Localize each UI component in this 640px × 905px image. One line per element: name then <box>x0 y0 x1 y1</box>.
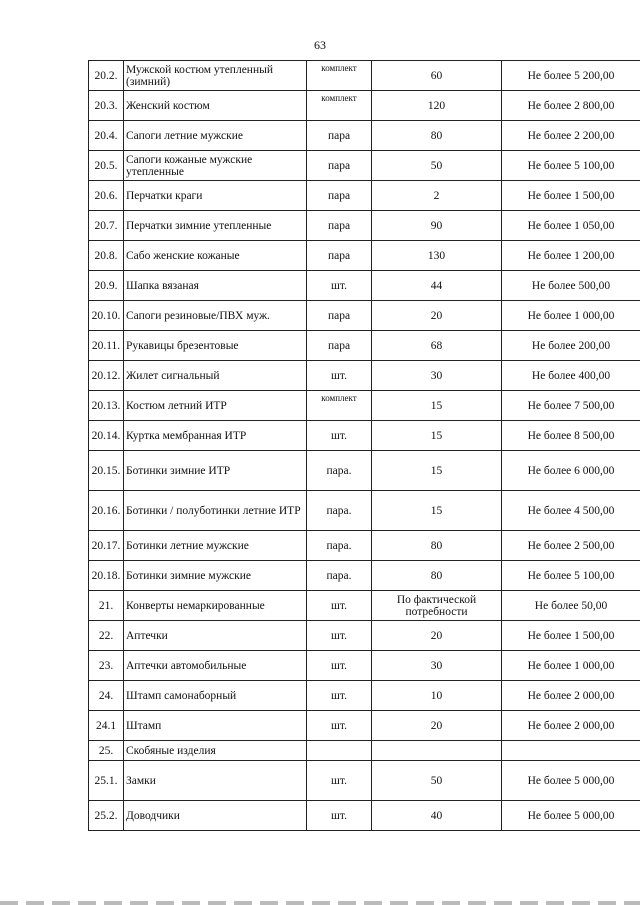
item-quantity: 15 <box>372 491 502 531</box>
row-number: 20.8. <box>89 241 124 271</box>
item-name: Куртка мембранная ИТР <box>124 421 307 451</box>
item-unit: пара. <box>307 531 372 561</box>
item-unit: пара. <box>307 451 372 491</box>
row-number: 20.9. <box>89 271 124 301</box>
row-number: 22. <box>89 621 124 651</box>
item-max-price: Не более 1 000,00 <box>502 301 640 331</box>
item-max-price: Не более 2 000,00 <box>502 681 640 711</box>
item-quantity: 80 <box>372 121 502 151</box>
row-number: 20.11. <box>89 331 124 361</box>
item-unit: пара <box>307 211 372 241</box>
item-name: Ботинки зимние мужские <box>124 561 307 591</box>
item-unit: шт. <box>307 621 372 651</box>
item-unit: пара <box>307 241 372 271</box>
table-row <box>89 531 640 561</box>
table-row <box>89 181 640 211</box>
table-row <box>89 711 640 741</box>
item-name: Штамп самонаборный <box>124 681 307 711</box>
row-number: 20.12. <box>89 361 124 391</box>
item-quantity: 44 <box>372 271 502 301</box>
table-row <box>89 681 640 711</box>
item-quantity: 30 <box>372 361 502 391</box>
row-number: 20.7. <box>89 211 124 241</box>
item-max-price: Не более 8 500,00 <box>502 421 640 451</box>
item-unit: шт. <box>307 801 372 831</box>
item-unit <box>307 741 372 761</box>
item-quantity: 80 <box>372 531 502 561</box>
item-quantity: 130 <box>372 241 502 271</box>
item-name: Сапоги кожаные мужские утепленные <box>124 151 307 181</box>
item-name: Замки <box>124 761 307 801</box>
item-quantity: 60 <box>372 61 502 91</box>
item-quantity: 50 <box>372 151 502 181</box>
item-name: Ботинки / полуботинки летние ИТР <box>124 491 307 531</box>
item-unit: пара. <box>307 491 372 531</box>
item-unit: пара <box>307 181 372 211</box>
row-number: 20.5. <box>89 151 124 181</box>
item-name: Женский костюм <box>124 91 307 121</box>
item-name: Ботинки зимние ИТР <box>124 451 307 491</box>
item-unit: комплект <box>307 391 372 421</box>
row-number: 24.1 <box>89 711 124 741</box>
row-number: 23. <box>89 651 124 681</box>
row-number: 20.16. <box>89 491 124 531</box>
row-number: 20.13. <box>89 391 124 421</box>
table-row <box>89 301 640 331</box>
item-unit: пара <box>307 301 372 331</box>
row-number: 20.15. <box>89 451 124 491</box>
row-number: 20.3. <box>89 91 124 121</box>
item-max-price: Не более 5 100,00 <box>502 151 640 181</box>
item-quantity: 20 <box>372 301 502 331</box>
item-max-price: Не более 2 800,00 <box>502 91 640 121</box>
table-row <box>89 591 640 621</box>
item-max-price: Не более 200,00 <box>502 331 640 361</box>
item-name: Сапоги летние мужские <box>124 121 307 151</box>
items-table-body <box>89 61 640 831</box>
table-row <box>89 211 640 241</box>
item-name: Мужской костюм утепленный (зимний) <box>124 61 307 91</box>
item-max-price: Не более 2 000,00 <box>502 711 640 741</box>
item-name: Перчатки краги <box>124 181 307 211</box>
item-unit: пара <box>307 121 372 151</box>
item-max-price: Не более 400,00 <box>502 361 640 391</box>
item-unit: шт. <box>307 711 372 741</box>
row-number: 20.18. <box>89 561 124 591</box>
item-quantity <box>372 741 502 761</box>
item-quantity: 90 <box>372 211 502 241</box>
table-row <box>89 391 640 421</box>
item-name: Перчатки зимние утепленные <box>124 211 307 241</box>
item-quantity: 15 <box>372 451 502 491</box>
item-unit: пара. <box>307 561 372 591</box>
row-number: 20.10. <box>89 301 124 331</box>
table-row <box>89 741 640 761</box>
row-number: 20.14. <box>89 421 124 451</box>
table-row <box>89 361 640 391</box>
table-row <box>89 91 640 121</box>
item-quantity: По фактической потребности <box>372 591 502 621</box>
item-quantity: 30 <box>372 651 502 681</box>
item-max-price: Не более 1 050,00 <box>502 211 640 241</box>
item-max-price: Не более 4 500,00 <box>502 491 640 531</box>
item-name: Аптечки <box>124 621 307 651</box>
item-max-price: Не более 1 500,00 <box>502 181 640 211</box>
item-unit: шт. <box>307 271 372 301</box>
item-name: Костюм летний ИТР <box>124 391 307 421</box>
item-max-price: Не более 7 500,00 <box>502 391 640 421</box>
item-unit: пара <box>307 331 372 361</box>
item-name: Конверты немаркированные <box>124 591 307 621</box>
item-quantity: 68 <box>372 331 502 361</box>
item-quantity: 2 <box>372 181 502 211</box>
item-name: Шапка вязаная <box>124 271 307 301</box>
row-number: 24. <box>89 681 124 711</box>
scan-edge-artifact <box>0 901 640 905</box>
item-name: Сабо женские кожаные <box>124 241 307 271</box>
item-quantity: 10 <box>372 681 502 711</box>
table-row <box>89 61 640 91</box>
item-max-price: Не более 500,00 <box>502 271 640 301</box>
page-number: 63 <box>314 38 326 52</box>
item-name: Скобяные изделия <box>124 741 307 761</box>
item-unit: шт. <box>307 421 372 451</box>
item-name: Ботинки летние мужские <box>124 531 307 561</box>
item-name: Аптечки автомобильные <box>124 651 307 681</box>
item-max-price: Не более 2 200,00 <box>502 121 640 151</box>
item-name: Сапоги резиновые/ПВХ муж. <box>124 301 307 331</box>
item-max-price: Не более 5 200,00 <box>502 61 640 91</box>
item-max-price: Не более 5 100,00 <box>502 561 640 591</box>
row-number: 25. <box>89 741 124 761</box>
item-name: Доводчики <box>124 801 307 831</box>
item-max-price: Не более 1 000,00 <box>502 651 640 681</box>
row-number: 20.2. <box>89 61 124 91</box>
table-row <box>89 451 640 491</box>
item-quantity: 50 <box>372 761 502 801</box>
item-max-price: Не более 5 000,00 <box>502 801 640 831</box>
item-unit: комплект <box>307 61 372 91</box>
table-row <box>89 651 640 681</box>
item-quantity: 40 <box>372 801 502 831</box>
item-unit: шт. <box>307 681 372 711</box>
table-row <box>89 561 640 591</box>
table-row <box>89 241 640 271</box>
item-quantity: 20 <box>372 621 502 651</box>
item-max-price <box>502 741 640 761</box>
item-unit: шт. <box>307 591 372 621</box>
item-quantity: 15 <box>372 391 502 421</box>
table-row <box>89 801 640 831</box>
item-unit: шт. <box>307 361 372 391</box>
item-max-price: Не более 2 500,00 <box>502 531 640 561</box>
table-row <box>89 151 640 181</box>
item-name: Жилет сигнальный <box>124 361 307 391</box>
item-quantity: 80 <box>372 561 502 591</box>
item-quantity: 20 <box>372 711 502 741</box>
table-row <box>89 621 640 651</box>
item-max-price: Не более 5 000,00 <box>502 761 640 801</box>
item-max-price: Не более 1 200,00 <box>502 241 640 271</box>
row-number: 20.4. <box>89 121 124 151</box>
table-row <box>89 331 640 361</box>
item-quantity: 120 <box>372 91 502 121</box>
table-row <box>89 121 640 151</box>
item-name: Рукавицы брезентовые <box>124 331 307 361</box>
table-row <box>89 421 640 451</box>
table-row <box>89 271 640 301</box>
item-name: Штамп <box>124 711 307 741</box>
item-unit: пара <box>307 151 372 181</box>
table-row <box>89 491 640 531</box>
row-number: 21. <box>89 591 124 621</box>
table-row <box>89 761 640 801</box>
item-max-price: Не более 6 000,00 <box>502 451 640 491</box>
item-quantity: 15 <box>372 421 502 451</box>
item-max-price: Не более 50,00 <box>502 591 640 621</box>
row-number: 20.6. <box>89 181 124 211</box>
item-max-price: Не более 1 500,00 <box>502 621 640 651</box>
item-unit: шт. <box>307 651 372 681</box>
row-number: 20.17. <box>89 531 124 561</box>
item-unit: шт. <box>307 761 372 801</box>
row-number: 25.2. <box>89 801 124 831</box>
item-unit: комплект <box>307 91 372 121</box>
row-number: 25.1. <box>89 761 124 801</box>
items-table <box>88 60 640 831</box>
